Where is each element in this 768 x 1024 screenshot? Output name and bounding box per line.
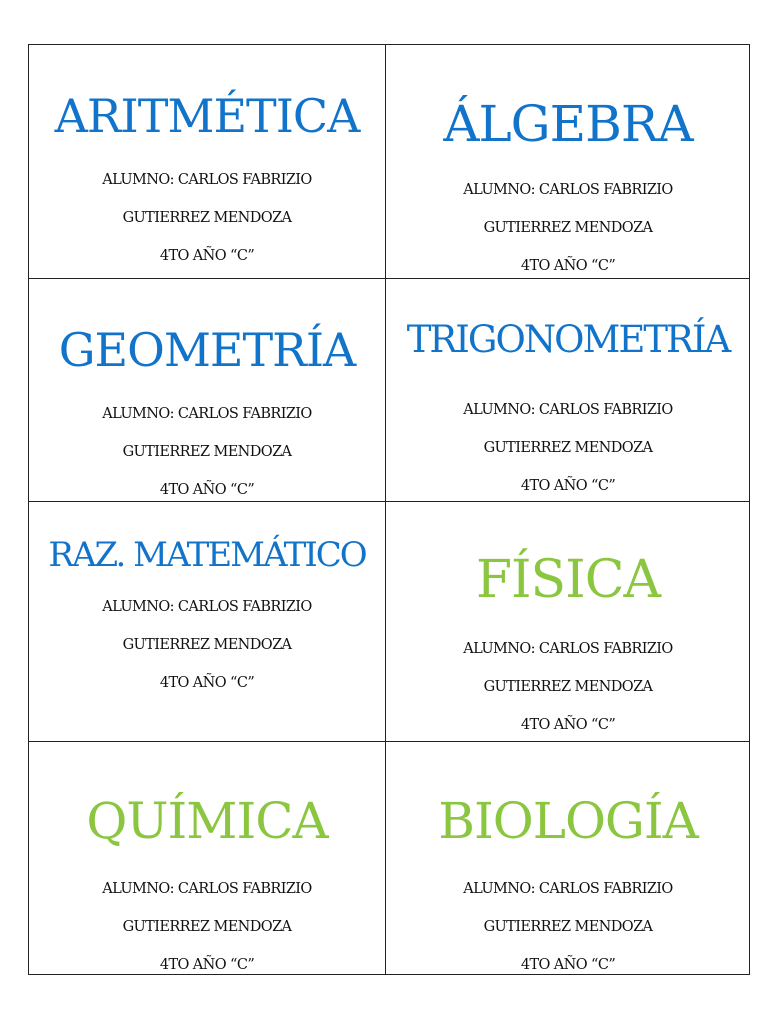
grade-line: 4TO AÑO “C” — [520, 258, 616, 274]
student-name-line: ALUMNO: CARLOS FABRIZIO — [463, 881, 673, 897]
grade-line: 4TO AÑO “C” — [520, 478, 616, 494]
subject-card-geometria — [29, 279, 386, 502]
student-surname-line: GUTIERREZ MENDOZA — [122, 210, 292, 226]
subject-title: BIOLOGÍA — [438, 792, 698, 850]
grade-line: 4TO AÑO “C” — [159, 675, 255, 691]
subject-card-aritmetica — [29, 45, 386, 279]
subject-title: ÁLGEBRA — [443, 95, 693, 153]
grade-line: 4TO AÑO “C” — [159, 248, 255, 264]
student-name-line: ALUMNO: CARLOS FABRIZIO — [102, 881, 312, 897]
student-name-line: ALUMNO: CARLOS FABRIZIO — [463, 182, 673, 198]
label-sheet — [28, 44, 750, 975]
student-surname-line: GUTIERREZ MENDOZA — [483, 220, 653, 236]
subject-card-fisica — [386, 502, 750, 742]
student-surname-line: GUTIERREZ MENDOZA — [122, 919, 292, 935]
grade-line: 4TO AÑO “C” — [520, 717, 616, 733]
student-surname-line: GUTIERREZ MENDOZA — [122, 444, 292, 460]
student-name-line: ALUMNO: CARLOS FABRIZIO — [463, 402, 673, 418]
student-surname-line: GUTIERREZ MENDOZA — [483, 440, 653, 456]
grade-line: 4TO AÑO “C” — [159, 482, 255, 498]
subject-title: FÍSICA — [475, 550, 661, 610]
subject-title: GEOMETRÍA — [58, 323, 356, 377]
subject-card-biologia — [386, 742, 750, 974]
subject-title: TRIGONOMETRÍA — [406, 318, 730, 361]
subject-card-algebra — [386, 45, 750, 279]
student-surname-line: GUTIERREZ MENDOZA — [122, 637, 292, 653]
student-surname-line: GUTIERREZ MENDOZA — [483, 919, 653, 935]
subject-title: QUÍMICA — [86, 792, 328, 850]
subject-title: RAZ. MATEMÁTICO — [48, 535, 366, 575]
student-surname-line: GUTIERREZ MENDOZA — [483, 679, 653, 695]
student-name-line: ALUMNO: CARLOS FABRIZIO — [102, 406, 312, 422]
subject-card-trigonometria — [386, 279, 750, 502]
grade-line: 4TO AÑO “C” — [520, 957, 616, 973]
subject-card-raz-matematico — [29, 502, 386, 742]
student-name-line: ALUMNO: CARLOS FABRIZIO — [463, 641, 673, 657]
subject-card-quimica — [29, 742, 386, 974]
student-name-line: ALUMNO: CARLOS FABRIZIO — [102, 599, 312, 615]
subject-title: ARITMÉTICA — [54, 89, 360, 143]
grade-line: 4TO AÑO “C” — [159, 957, 255, 973]
student-name-line: ALUMNO: CARLOS FABRIZIO — [102, 172, 312, 188]
